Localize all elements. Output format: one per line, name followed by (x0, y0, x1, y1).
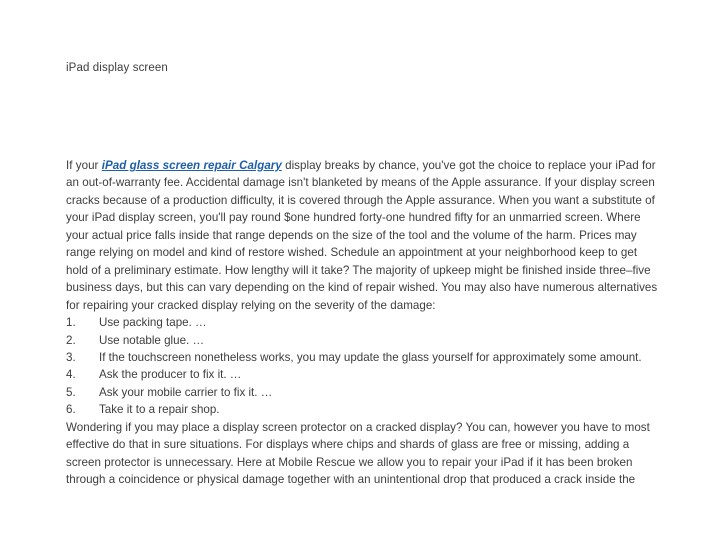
list-item-marker: 5. (66, 385, 76, 399)
paragraph-body-text: display breaks by chance, you've got the choice to replace your iPad for an out-of-warranty fee. Accidental damage isn't blanketed by means of the Apple assurance. If your display screen cracks because of a production difficulty, it is covered through the Apple assurance. When you want a substitute of your iPad display screen, you'll pay round $one hundred forty-one hundred fifty for an unmarried screen. Where your actual price falls inside that range depends on the size of the tool and the volume of the harm. Prices may range relying on model and kind of restore wished. Schedule an appointment at your neighborhood keep to get hold of a preliminary estimate. How lengthy will it take? The majority of upkeep might be finished inside three–five business days, but this can vary depending on the kind of repair wished. You may also have numerous alternatives for repairing your cracked display relying on the severity of the damage: (66, 159, 658, 312)
repair-options-list (66, 314, 658, 419)
list-item-marker: 6. (66, 403, 76, 417)
page-title: iPad display screen (66, 62, 168, 74)
intro-paragraph (66, 157, 658, 314)
list-item-marker: 2. (66, 333, 76, 347)
paragraph-lead-text: If your (66, 159, 102, 172)
list-item-label: Use notable glue. … (99, 333, 205, 347)
list-item-marker: 1. (66, 316, 76, 330)
list-item (66, 384, 658, 401)
list-item-label: Ask the producer to fix it. … (99, 368, 242, 382)
list-item-marker: 3. (66, 350, 76, 364)
list-item-label: If the touchscreen nonetheless works, you may update the glass yourself for approximately some amount. (99, 350, 642, 364)
slide-body-block (66, 157, 658, 489)
list-item-label: Take it to a repair shop. (99, 403, 220, 417)
closing-paragraph: Wondering if you may place a display screen protector on a cracked display? You can, however you have to most effective do that in sure situations. For displays where chips and shards of glass are free or missing, adding a screen protector is unnecessary. Here at Mobile Rescue we allow you to repair your iPad if it has been broken through a coincidence or physical damage together with an unintentional drop that produced a crack inside the (66, 420, 650, 487)
list-item-label: Ask your mobile carrier to fix it. … (99, 385, 273, 399)
list-item (66, 332, 658, 349)
list-item (66, 366, 658, 383)
list-item-label: Use packing tape. … (99, 316, 207, 330)
list-item (66, 314, 658, 331)
list-item-marker: 4. (66, 368, 76, 382)
list-item (66, 401, 658, 418)
ipad-glass-screen-repair-calgary-link[interactable]: iPad glass screen repair Calgary (101, 159, 282, 172)
slide-title-block (66, 61, 656, 76)
list-item (66, 349, 658, 366)
